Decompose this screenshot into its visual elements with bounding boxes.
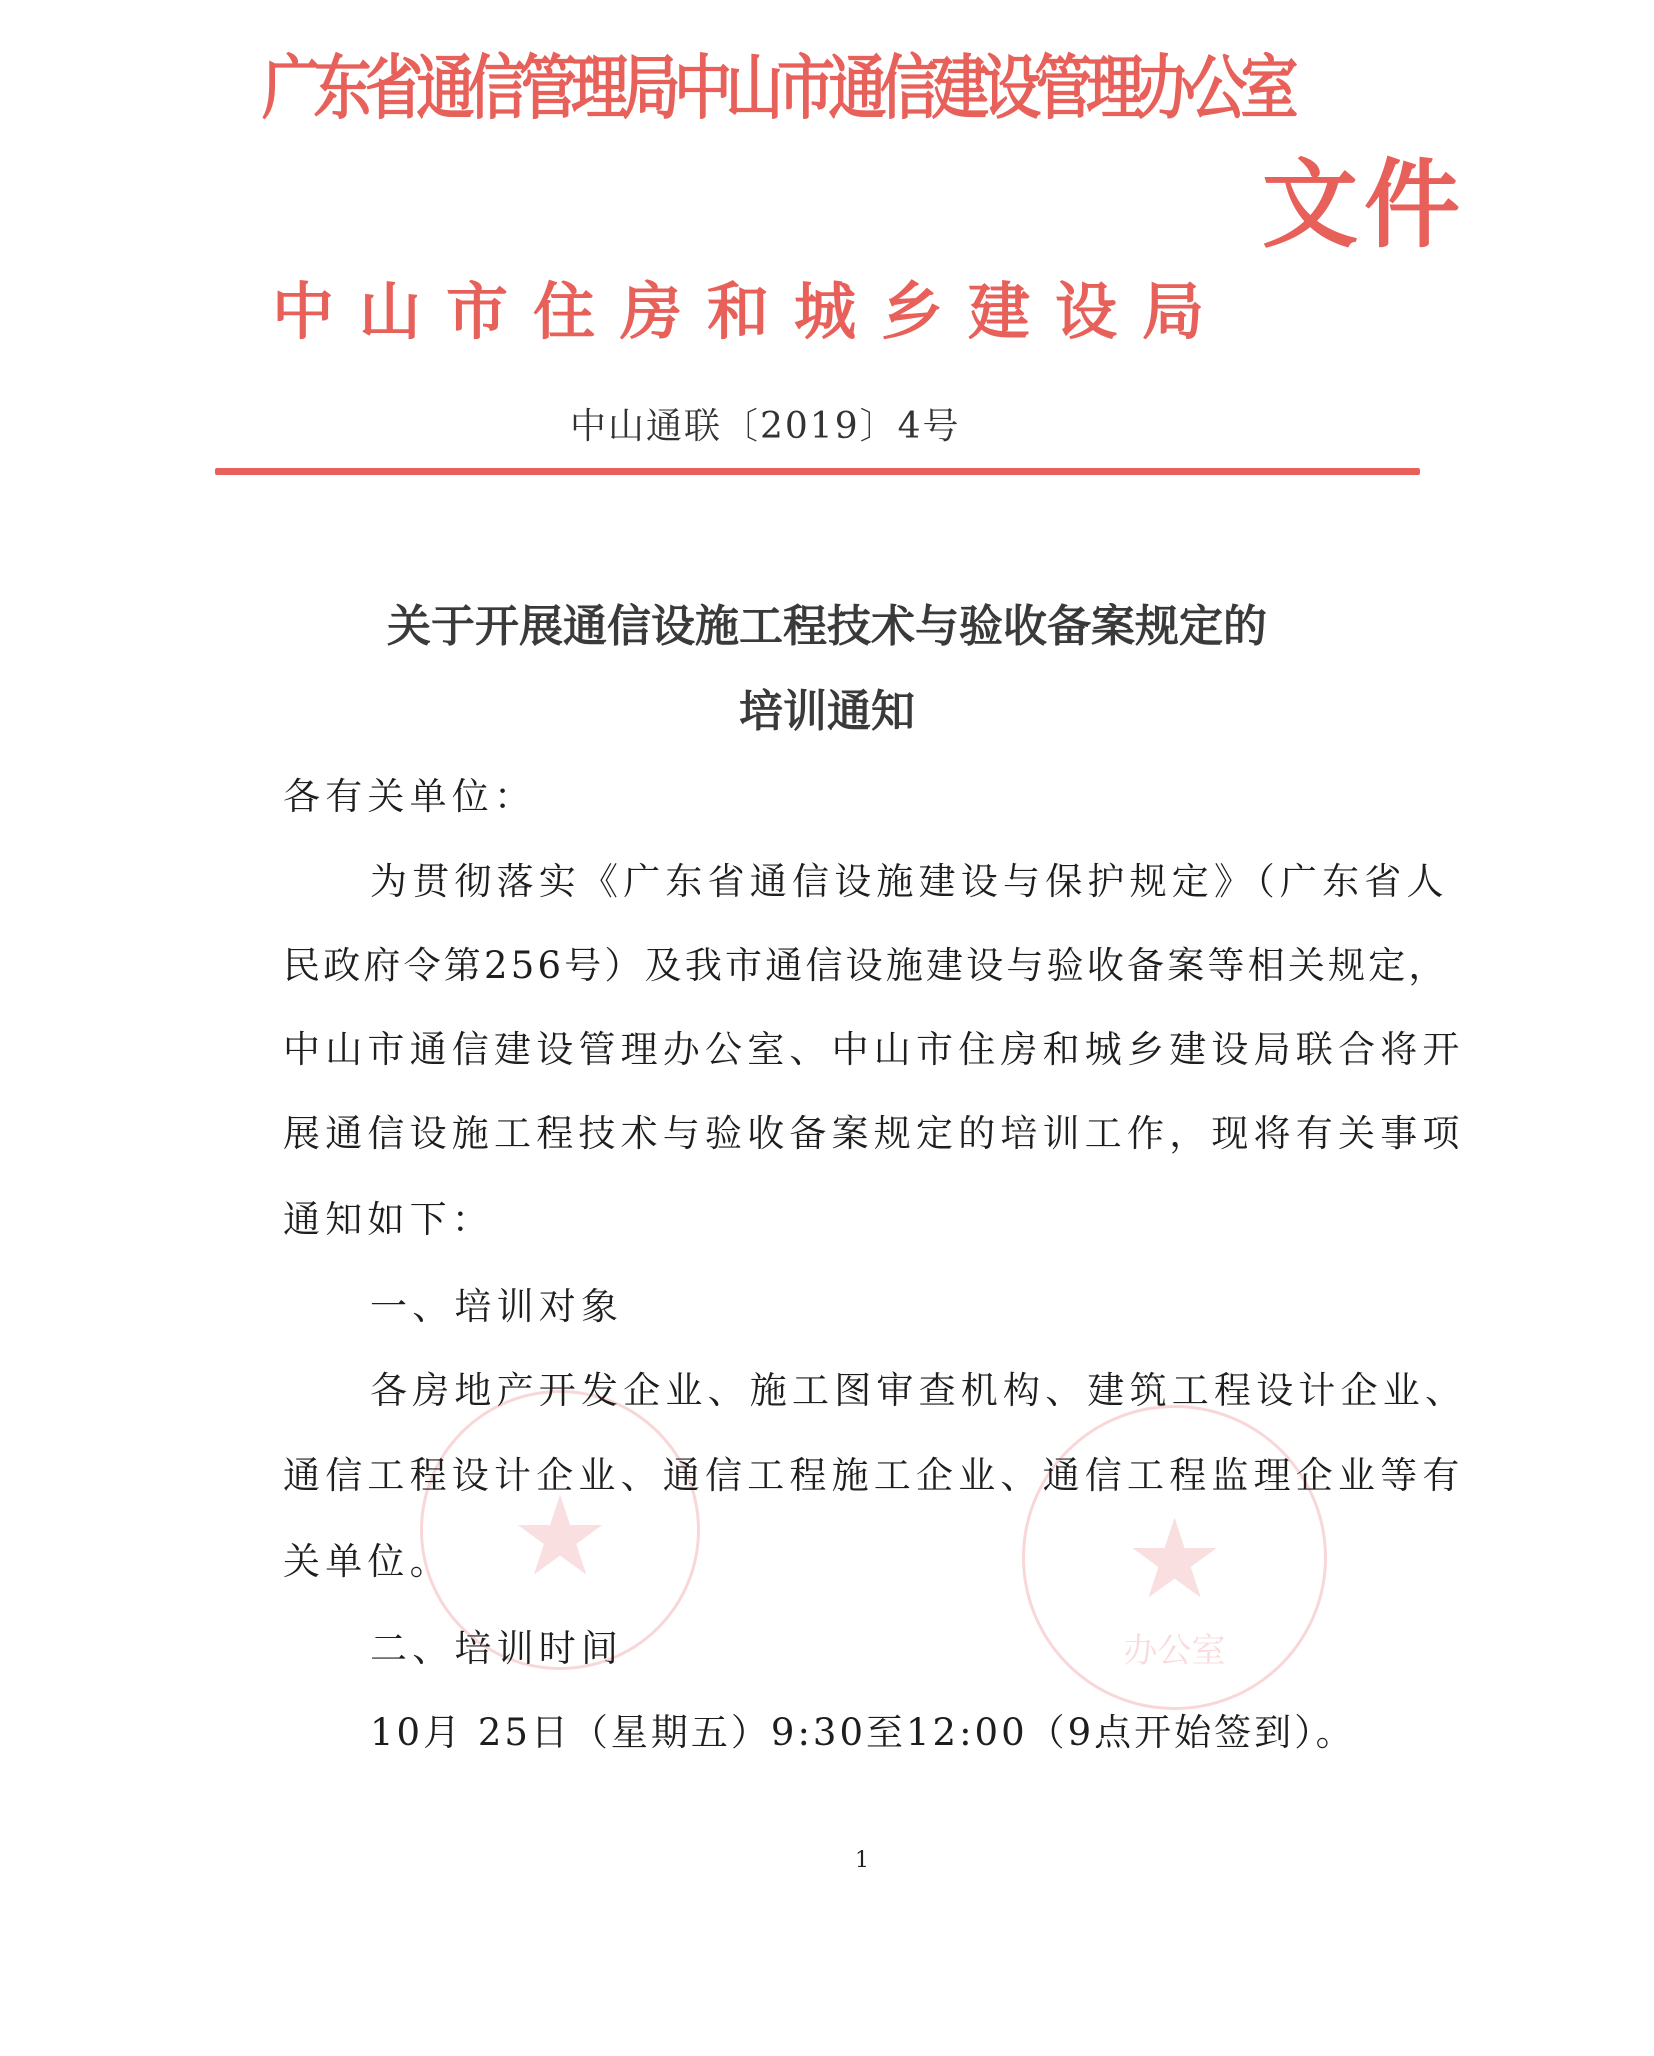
issuer-suffix-wenjian: 文件: [1262, 149, 1466, 261]
paragraph-line: 民政府令第256号）及我市通信设施建设与验收备案等相关规定，: [283, 944, 1449, 987]
page-number: 1: [855, 1848, 869, 1873]
paragraph-line: 通信工程设计企业、通信工程施工企业、通信工程监理企业等有: [283, 1454, 1465, 1497]
paragraph-line: 各房地产开发企业、施工图审查机构、建筑工程设计企业、: [370, 1369, 1468, 1412]
document-number: 中山通联〔2019〕4号: [570, 406, 961, 447]
paragraph-line: 展通信设施工程技术与验收备案规定的培训工作，现将有关事项: [283, 1112, 1465, 1155]
red-divider-rule: [215, 468, 1420, 475]
salutation: 各有关单位：: [283, 775, 537, 818]
paragraph-line: 为贯彻落实《广东省通信设施建设与保护规定》（广东省人: [370, 860, 1449, 903]
seal-text: 办公室: [1123, 1631, 1226, 1672]
paragraph-line: 中山市通信建设管理办公室、中山市住房和城乡建设局联合将开: [283, 1028, 1465, 1071]
paragraph-line: 通知如下：: [283, 1198, 494, 1241]
issuer-line-2: 中山市住房和城乡建设局: [272, 275, 1230, 348]
seal-star-icon: ★: [1125, 1494, 1224, 1623]
section-heading-training-audience: 一、培训对象: [370, 1285, 624, 1328]
seal-star-icon: ★: [510, 1471, 610, 1600]
document-title-line-2: 培训通知: [739, 686, 915, 737]
issuer-line-1: 广东省通信管理局中山市通信建设管理办公室: [262, 47, 1293, 129]
document-title-line-1: 关于开展通信设施工程技术与验收备案规定的: [387, 601, 1267, 652]
paragraph-line: 关单位。: [283, 1540, 452, 1583]
section-heading-training-time: 二、培训时间: [370, 1627, 624, 1670]
training-time-detail: 10月 25日（星期五）9:30至12:00（9点开始签到）。: [370, 1711, 1356, 1754]
